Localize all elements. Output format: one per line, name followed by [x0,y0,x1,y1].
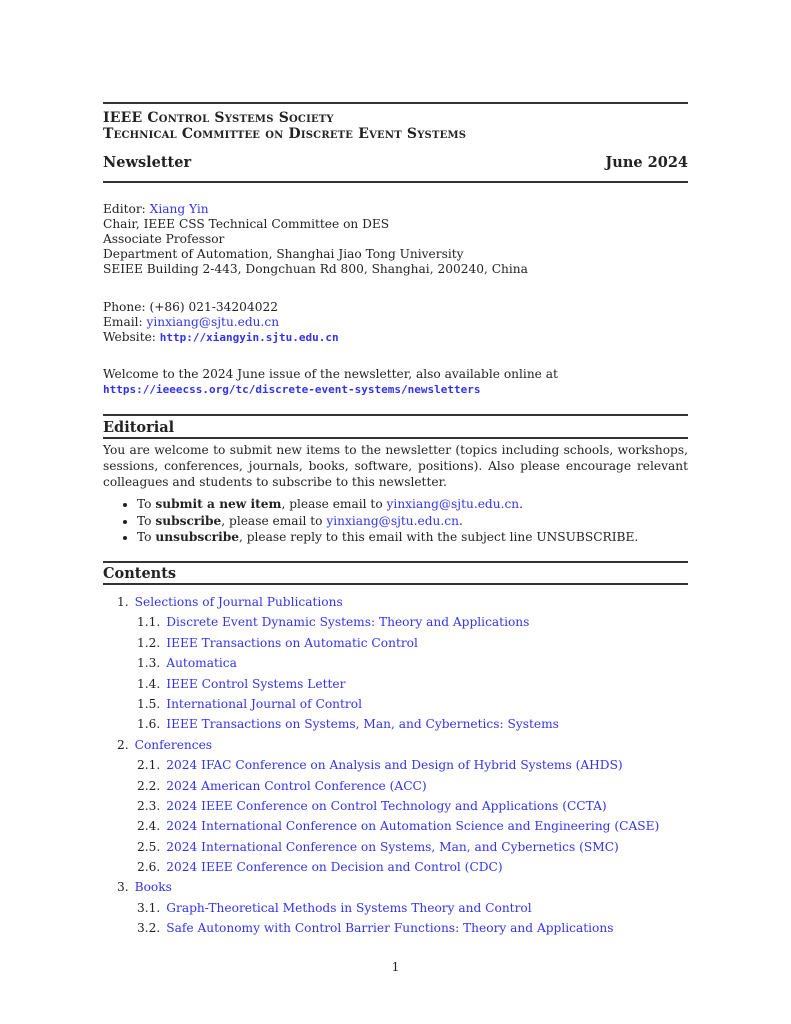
toc-item[interactable] [103,857,688,877]
toc-link[interactable]: Conferences [134,737,213,752]
toc-item[interactable] [103,918,688,938]
header-rule [103,181,688,183]
toc-number: 2. [117,737,129,752]
toc-number: 2.2. [137,778,161,793]
toc-item[interactable] [103,898,688,918]
welcome-block [103,367,688,397]
section-rule [103,437,688,439]
toc-item[interactable] [103,592,688,612]
toc-link[interactable]: Safe Autonomy with Control Barrier Functions: Theory and Applications [166,921,614,936]
toc-number: 1.6. [137,717,161,732]
toc-link[interactable]: 2024 International Conference on Systems, Man, and Cybernetics (SMC) [166,839,619,854]
toc-link[interactable]: Books [134,880,172,895]
toc-number: 2.1. [137,758,161,773]
page-number: 1 [391,960,400,974]
editor-line: Associate Professor [103,232,225,246]
toc-link[interactable]: Graph-Theoretical Methods in Systems Theory and Control [166,900,532,915]
phone: (+86) 021-34204022 [149,300,278,314]
toc-link[interactable]: Selections of Journal Publications [134,595,343,609]
toc-link[interactable]: Discrete Event Dynamic Systems: Theory and Applications [166,615,530,630]
top-rule [103,102,688,104]
toc-number: 2.3. [137,798,161,813]
committee-title: Technical Committee on Discrete Event Systems [103,126,467,142]
toc-item[interactable] [103,735,688,755]
toc-link[interactable]: IEEE Transactions on Automatic Control [166,635,418,650]
editor-line: Department of Automation, Shanghai Jiao Tong University [103,247,464,261]
editor-name-link[interactable]: Xiang Yin [149,202,209,216]
toc-number: 3. [117,880,129,895]
editor-line: SEIEE Building 2-443, Dongchuan Rd 800, Shanghai, 200240, China [103,262,528,276]
toc-item[interactable] [103,633,688,653]
toc-item[interactable] [103,653,688,673]
bullet-item: • To submit a new item, please email to yinxiang@sjtu.edu.cn. [137,496,688,513]
toc-number: 1.1. [137,615,161,630]
toc-number: 1.4. [137,676,161,691]
toc-number: 3.1. [137,900,161,915]
section-rule [103,583,688,585]
contents-heading: Contents [103,565,177,582]
toc-link[interactable]: International Journal of Control [166,696,362,711]
toc-item[interactable] [103,816,688,836]
toc-number: 2.6. [137,860,161,875]
bullet-item: • To unsubscribe, please reply to this email with the subject line UNSUBSCRIBE. [137,529,688,546]
toc-link[interactable]: Automatica [166,656,237,671]
email-link[interactable]: yinxiang@sjtu.edu.cn [146,315,280,329]
toc-item[interactable] [103,837,688,857]
toc-number: 3.2. [137,921,161,936]
toc-item[interactable] [103,776,688,796]
issue-date: June 2024 [605,154,688,171]
toc-item[interactable] [103,877,688,897]
section-rule [103,414,688,416]
toc-link[interactable]: 2024 IEEE Conference on Control Technology and Applications (CCTA) [166,798,607,813]
toc-number: 1. [117,595,129,609]
toc-item[interactable] [103,674,688,694]
toc-link[interactable]: 2024 International Conference on Automation Science and Engineering (CASE) [166,819,660,834]
toc-link[interactable]: 2024 IEEE Conference on Decision and Control (CDC) [166,860,503,875]
table-of-contents [103,592,688,939]
toc-item[interactable] [103,714,688,734]
toc-number: 2.4. [137,819,161,834]
newsletter-url-link[interactable]: https://ieeecss.org/tc/discrete-event-systems/newsletters [103,383,481,396]
toc-link[interactable]: IEEE Transactions on Systems, Man, and Cybernetics: Systems [166,717,559,732]
editor-line: Chair, IEEE CSS Technical Committee on DES [103,217,390,231]
toc-number: 2.5. [137,839,161,854]
submit-email-link[interactable]: yinxiang@sjtu.edu.cn [386,497,520,511]
newsletter-label: Newsletter June 2024 [103,154,688,171]
toc-number: 1.5. [137,696,161,711]
welcome-text: Welcome to the 2024 June issue of the newsletter, also available online at [103,367,558,381]
section-rule [103,561,688,563]
contact-block: Phone: (+86) 021-34204022 Email: yinxiang@sjtu.edu.cn Website: http://xiangyin.sjtu.edu.cn [103,300,339,344]
subscribe-email-link[interactable]: yinxiang@sjtu.edu.cn [326,513,459,528]
editorial-body [103,442,688,546]
toc-link[interactable]: 2024 IFAC Conference on Analysis and Design of Hybrid Systems (AHDS) [166,758,623,773]
toc-link[interactable]: 2024 American Control Conference (ACC) [166,778,427,793]
toc-item[interactable] [103,612,688,632]
toc-link[interactable]: IEEE Control Systems Letter [166,676,346,691]
editorial-heading: Editorial [103,419,175,436]
toc-number: 1.2. [137,635,161,650]
society-title: IEEE Control Systems Society [103,110,334,126]
editor-block: Editor: Xiang Yin Chair, IEEE CSS Technical Committee on DES Associate Professor Department of Automation, Shanghai Jiao Tong University SEIEE Building 2-443, Dongchuan Rd 800, Shanghai, 200240, China [103,202,688,277]
editorial-paragraph: You are welcome to submit new items to the newsletter (topics including schools, workshops, sessions, conferences, journals, books, software, positions). Also please encourage relevant colleagues and students to subscribe to this newsletter. [103,443,688,489]
toc-item[interactable] [103,694,688,714]
toc-number: 1.3. [137,656,161,671]
toc-item[interactable] [103,796,688,816]
bullet-item: • To subscribe, please email to yinxiang@sjtu.edu.cn. [137,513,688,530]
website-link[interactable]: http://xiangyin.sjtu.edu.cn [159,331,339,344]
toc-item[interactable] [103,755,688,775]
